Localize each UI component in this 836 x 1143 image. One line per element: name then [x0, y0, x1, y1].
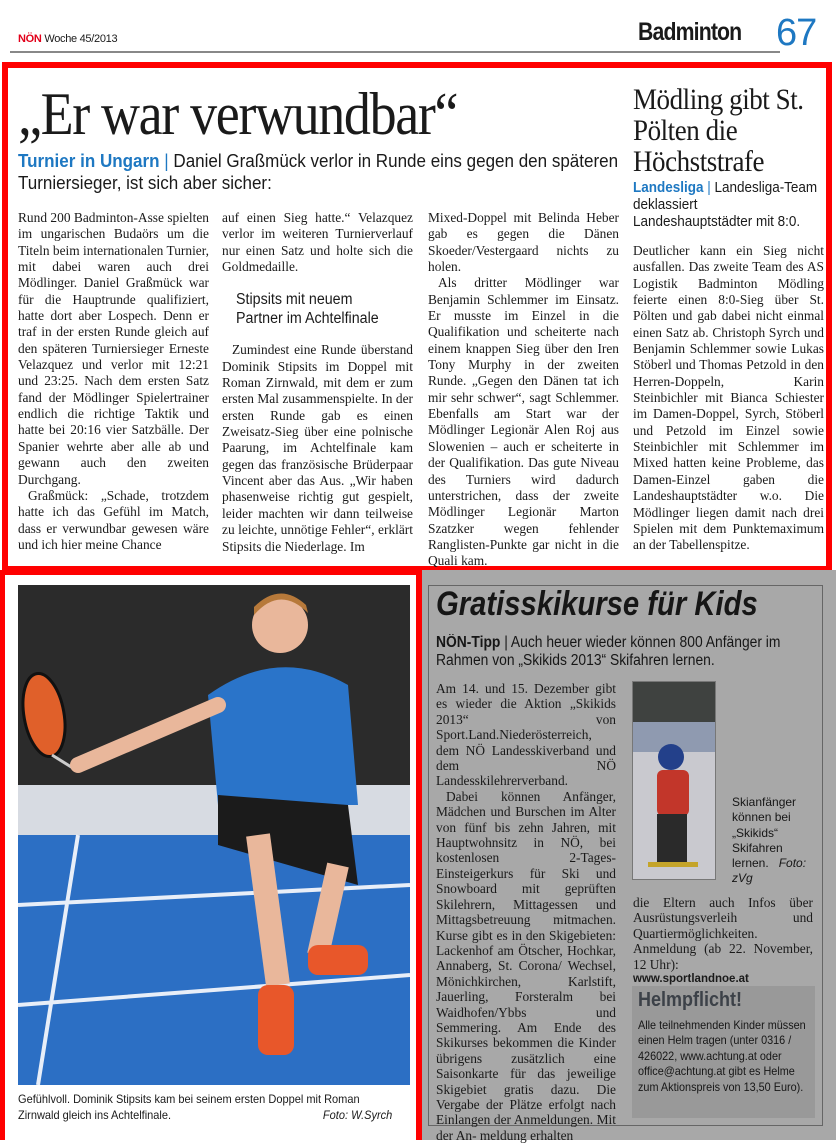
brand-logo: NÖN	[18, 33, 42, 45]
main-headline: „Er war verwundbar“	[18, 81, 458, 147]
page-number: 67	[776, 12, 817, 54]
side-headline: Mödling gibt St. Pölten die Höchststrafe	[633, 83, 804, 178]
subhead-text: Daniel Graßmück verlor in Runde eins gegen den späteren Turniersieger, ist sich aber sicher:	[18, 150, 619, 193]
infobox-title: Helmpflicht!	[638, 989, 743, 1011]
helmet-infobox	[632, 986, 815, 1118]
photo-credit: Foto: zVg	[732, 856, 807, 886]
issue-label: Woche 45/2013	[44, 33, 118, 45]
paragraph: die Eltern auch Infos über Ausrüstungsverleih und Quartiermöglichkeiten. Anmeldung (ab 22. November, 12 Uhr):	[633, 895, 813, 972]
photo-credit: Foto: W.Syrch	[322, 1108, 393, 1122]
badminton-photo	[18, 585, 410, 1085]
article-column-1	[18, 210, 209, 553]
article-column-3	[428, 210, 619, 570]
side-article-body	[633, 243, 824, 554]
subhead-text: Landesliga-Team deklassiert Landeshauptstädter mit 8:0.	[633, 180, 818, 230]
paragraph: Dabei können Anfänger, Mädchen und Burschen im Alter von fünf bis zehn Jahren, mit Hauptwohnsitz in NÖ, bei kostenlosen 2-Tages-Einsteigerkurs für Ski und Snowboard mit geprüften Skilehrern, Mittagessen und Mittagsbetreuung mitmachen. Kurse gibt es in den Skigebieten: Lackenhof am Ötscher, Hochkar, Annaberg, St. Corona/ Wechsel, Mönichkirchen, Karlstift, Jauerling, Forsteralm bei Waidhofen/Ybbs und Semmering. Am Ende des Skikurses bekommen die Kinder übrigens zusätzlich eine Saisonkarte für das jeweilige Skigebiet gratis dazu. Die Vergabe der Plätze erfolgt nach Einlangen der Anmeldungen. Mit der An- meldung erhalten	[436, 788, 616, 1143]
paragraph: Deutlicher kann ein Sieg nicht ausfallen. Das zweite Team des AS Logistik Badminton Mödling feierte einen 8:0-Sieg über St. Pölten und gab dabei nicht einmal einen Satz ab. Christoph Syrch und Benjamin Schlemmer sowie Lukas Stöberl und Thomas Petzold in den Herren-Doppeln, Karin Steinbichler mit Bianca Schiester im Damen-Doppel, Syrch, Stöberl und Petzold im Einzel sowie Steinbichler mit Schlemmer im Mixed hatten keine Probleme, das Damen-Einzel gaben die Landeshauptstädter w.o. Die Mödlinger liegen damit nach drei Spielen mit dem Punktemaximum an der Tabellenspitze.	[633, 243, 824, 553]
sportland-link[interactable]: www.sportlandnoe.at	[633, 973, 749, 986]
caption-text: Skianfänger können bei „Skikids“ Skifahren lernen.	[732, 795, 797, 871]
section-title: Badminton	[638, 18, 742, 46]
issue-line	[18, 33, 117, 45]
ski-kid-photo	[632, 681, 716, 880]
paragraph: Rund 200 Badminton-Asse spielten im ungarischen Budaörs um die Titeln beim internationalen Turnier, mit dabei waren auch drei Mödlinger. Daniel Graßmück war für die Hauptrunde qualifiziert, hatte dort aber Lospech. Denn er traf in der ersten Runde gleich auf den späteren Turniersieger Erneste Velazquez und verlor mit 12:21 und 23:25. Nach dem ersten Satz fand der Mödlinger Spielertrainer endlich die richtige Taktik und hatte bei 20:16 vier Satzbälle. Der Spanier wehrte aber alle ab und gewann auch den zweiten Durchgang.	[18, 210, 209, 487]
paragraph: Graßmück: „Schade, trotzdem hatte ich das Gefühl im Match, dass er verwundbar gewesen wäre und ich hier meine Chance	[18, 487, 209, 552]
header-rule	[10, 51, 780, 53]
article-column-2	[222, 210, 413, 555]
paragraph: Mixed-Doppel mit Belinda Heber gab es gegen die Dänen Skoeder/Vestergaard nichts zu holen.	[428, 210, 619, 275]
ski-column-1	[436, 681, 616, 1143]
caption-text: Gefühlvoll. Dominik Stipsits kam bei seinem ersten Doppel mit Roman Zirnwald gleich ins Achtelfinale.	[18, 1093, 360, 1122]
main-subhead: Turnier in Ungarn | Daniel Graßmück verlor in Runde eins gegen den späteren Turniersieger, ist sich aber sicher:	[18, 150, 619, 193]
crosshead: Stipsits mit neuem Partner im Achtelfinale	[236, 291, 379, 328]
kicker: NÖN-Tipp	[436, 634, 501, 651]
ski-photo-caption	[732, 795, 822, 887]
infobox-text: Alle teilnehmenden Kinder müssen einen Helm tragen (unter 0316 / 426022, www.achtung.at oder office@achtung.at gibt es Helme zum Aktionspreis von 13,50 Euro).	[638, 1018, 806, 1094]
kicker: Landesliga	[633, 180, 704, 196]
ski-column-2	[633, 895, 813, 987]
photo-caption	[18, 1092, 392, 1123]
paragraph: auf einen Sieg hatte.“ Velazquez verlor im weiteren Turnierverlauf nur einen Satz und holte sich die Goldmedaille.	[222, 210, 413, 275]
subhead-text: Auch heuer wieder können 800 Anfänger im Rahmen von „Skikids 2013“ Skifahren lernen.	[436, 634, 781, 669]
paragraph: Zumindest eine Runde überstand Dominik Stipsits im Doppel mit Roman Zirnwald, mit dem er zum ersten Mal zusammenspielte. In der ersten Runde gab es einen Zweisatz-Sieg über eine polnische Paarung, im Achtelfinale kam gegen das französische Brüderpaar Vincent aber das Aus. „Wir haben phasenweise richtig gut gespielt, leider machten wir dann teilweise zu leichte, unnötige Fehler“, erklärt Stipsits die Niederlage. Im	[222, 342, 413, 554]
paragraph: Als dritter Mödlinger war Benjamin Schlemmer im Einsatz. Er musste im Einzel in die Qualifikation und scheiterte nach einem knappen Sieg über den Iren Tony Murphy in der zweiten Runde. „Gegen den Dänen tat ich mir sehr schwer“, sagt Schlemmer. Ebenfalls am Start war der Mödlinger Legionär Alen Roj aus Slowenien – auch er scheiterte in der Qualifikation. Das gute Niveau des Turniers wird dadurch unterstrichen, dass der zweite Mödlinger Legionär Marton Szatzker wegen fehlender Ranglisten-Punkte gar nicht in die Quali kam.	[428, 275, 619, 569]
ski-subhead: NÖN-Tipp | Auch heuer wieder können 800 Anfänger im Rahmen von „Skikids 2013“ Skifahren lernen.	[436, 634, 781, 669]
paragraph: Am 14. und 15. Dezember gibt es wieder die Aktion „Skikids 2013“ von Sport.Land.Niederösterreich, dem NÖ Landesskiverband und dem NÖ Landesskilehrerverband.	[436, 681, 616, 789]
ski-headline: Gratisskikurse für Kids	[436, 585, 758, 623]
kicker: Turnier in Ungarn	[18, 150, 160, 171]
side-subhead: Landesliga | Landesliga-Team deklassiert Landeshauptstädter mit 8:0.	[633, 180, 818, 230]
